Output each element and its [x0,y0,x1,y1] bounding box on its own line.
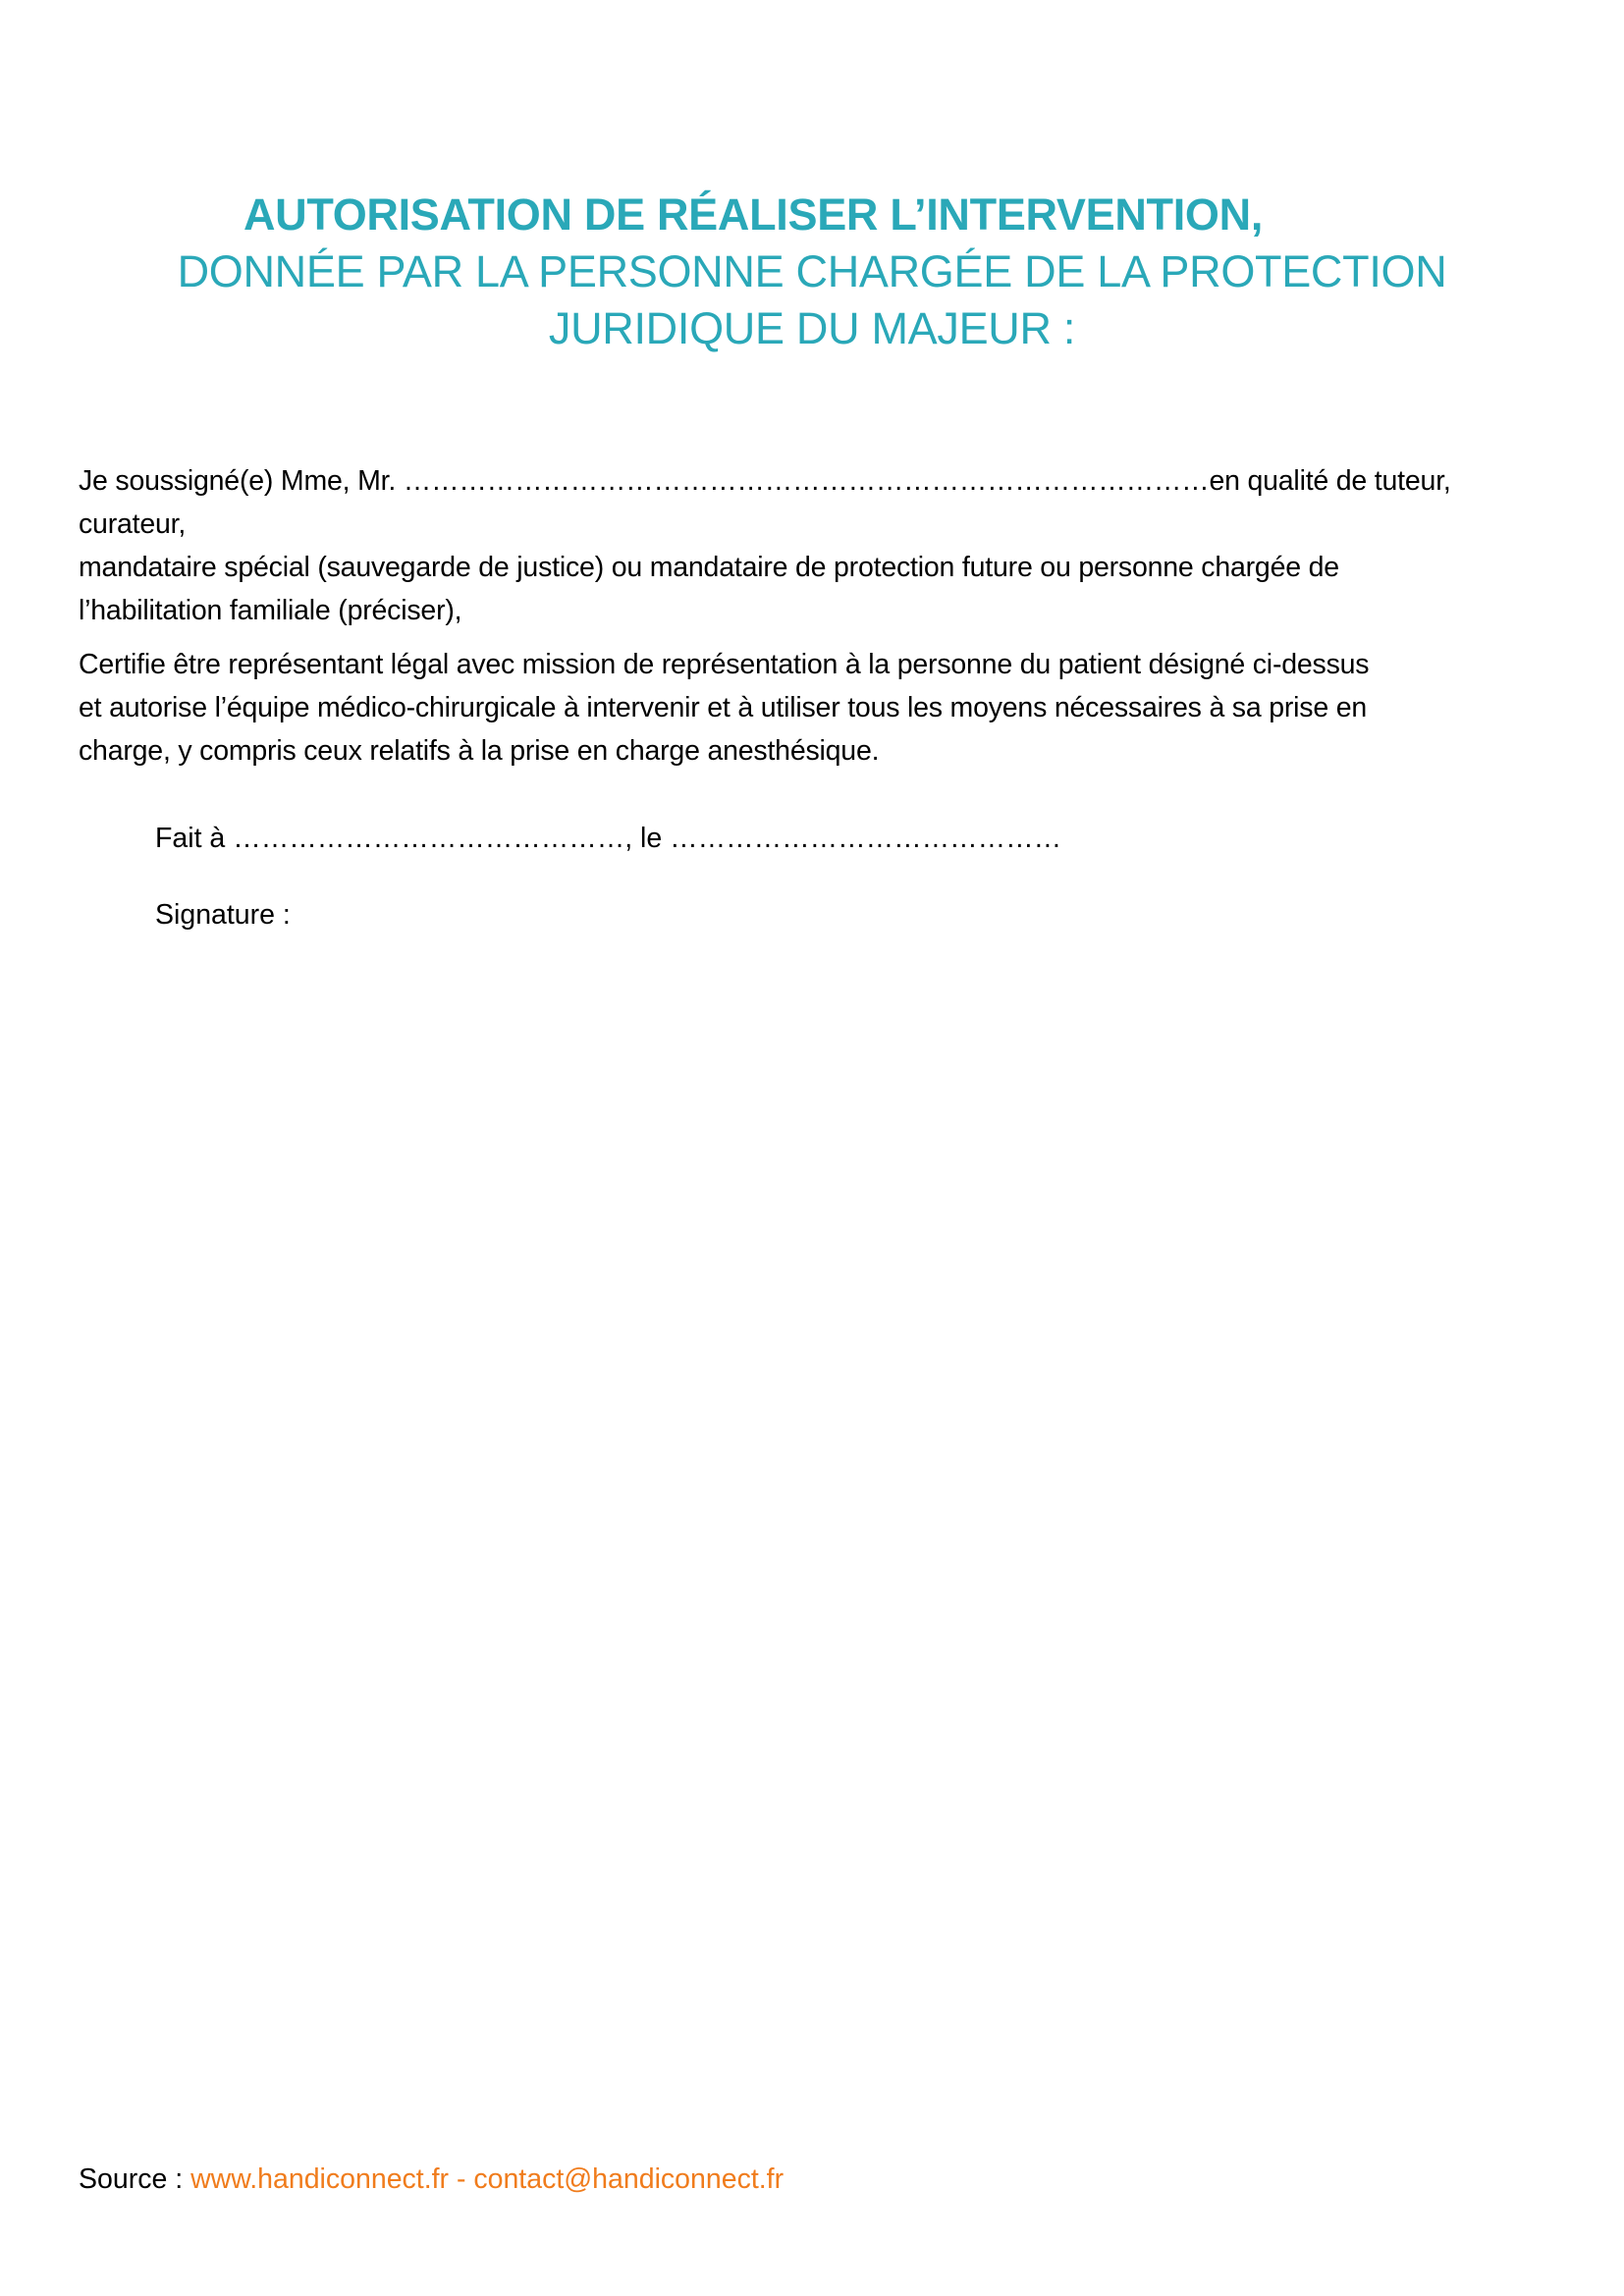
source-label: Source : [79,2163,191,2195]
document-title [79,187,1545,357]
place-date-field: Fait à ……………………………………, le …………………………………… [155,823,1062,854]
title-line-1: AUTORISATION DE RÉALISER L’INTERVENTION, [243,189,1264,240]
paragraph-line: l’habilitation familiale (préciser), [79,595,462,626]
paragraph-line: charge, y compris ceux relatifs à la prise en charge anesthésique. [79,735,880,767]
paragraph-line: Certifie être représentant légal avec mission de représentation à la personne du patient désigné ci-dessus [79,649,1370,680]
paragraph-line: et autorise l’équipe médico-chirurgicale à intervenir et à utiliser tous les moyens nécessaires à sa prise en [79,692,1368,723]
paragraph-line: Je soussigné(e) Mme, Mr. ……………………………………………………………………………en qualité de tuteur, curateur, [79,465,1451,540]
signature-label: Signature : [155,899,291,931]
paragraph-line: mandataire spécial (sauvegarde de justice) ou mandataire de protection future ou personne chargée de [79,552,1339,583]
source-footer [79,2158,784,2201]
title-line-3: JURIDIQUE DU MAJEUR : [548,303,1076,353]
source-links: www.handiconnect.fr - contact@handiconnect.fr [190,2163,785,2195]
title-line-2: DONNÉE PAR LA PERSONNE CHARGÉE DE LA PROTECTION [177,246,1447,296]
paragraph-undersigned [79,459,1542,632]
paragraph-certification [79,643,1542,773]
